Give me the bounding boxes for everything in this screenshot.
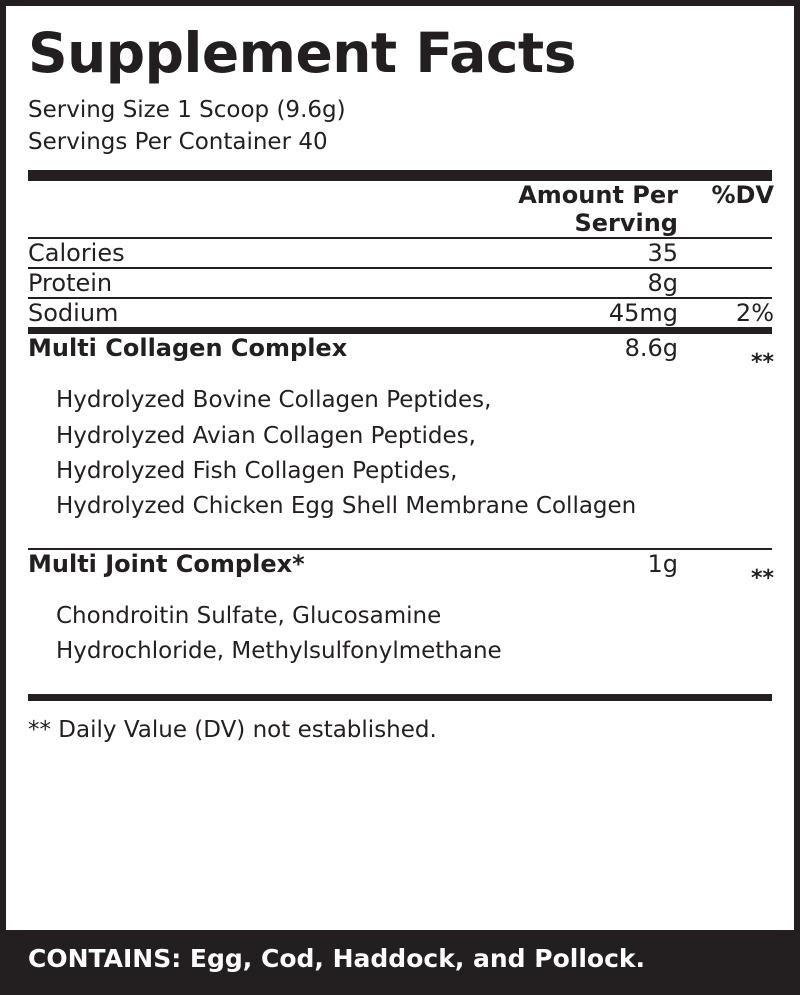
- header-blank: [28, 181, 468, 237]
- blend-amount: 8.6g: [624, 334, 678, 363]
- nutrient-amount: 8g: [647, 269, 678, 298]
- table-row: [28, 239, 774, 267]
- contains-label: CONTAINS:: [28, 944, 182, 973]
- blend-name: Multi Joint Complex*: [28, 550, 305, 579]
- blend-ingredients-joint: [28, 591, 772, 679]
- ingredient-line: Hydrolyzed Bovine Collagen Peptides,: [56, 387, 492, 414]
- header-amount-per-serving: Amount Per Serving: [518, 181, 678, 238]
- nutrient-dv: 2%: [735, 299, 774, 328]
- page-title: Supplement Facts: [28, 21, 576, 85]
- ingredient-line: Chondroitin Sulfate, Glucosamine: [56, 603, 442, 630]
- ingredient-line: Hydrolyzed Chicken Egg Shell Membrane Collagen: [56, 493, 637, 520]
- table-row: [28, 550, 774, 591]
- blend-ingredients-collagen: [28, 375, 772, 534]
- table-row: [28, 269, 774, 297]
- blend-dv: **: [750, 350, 774, 376]
- allergen-contains-bar: [0, 930, 800, 989]
- nutrient-name: Sodium: [28, 299, 119, 328]
- divider-med-blends: [28, 327, 772, 334]
- daily-value-footnote: ** Daily Value (DV) not established.: [28, 716, 437, 743]
- ingredient-line: Hydrolyzed Avian Collagen Peptides,: [56, 422, 476, 449]
- blend-row-joint: [28, 550, 774, 591]
- blend-dv: **: [750, 566, 774, 592]
- ingredient-line: Hydrolyzed Fish Collagen Peptides,: [56, 457, 458, 484]
- nutrient-rows: [28, 239, 774, 267]
- nutrient-dv: [678, 239, 774, 267]
- nutrient-name: Protein: [28, 269, 113, 298]
- panel-inner: [6, 6, 794, 743]
- nutrient-name: Calories: [28, 239, 125, 268]
- servings-per-container: Servings Per Container 40: [28, 128, 328, 155]
- nutrition-table: [28, 181, 774, 237]
- divider-thick-top: [28, 170, 772, 181]
- blend-name: Multi Collagen Complex: [28, 334, 348, 363]
- nutrient-rows-2: [28, 269, 774, 297]
- table-row: [28, 334, 774, 375]
- blend-amount: 1g: [647, 550, 678, 579]
- spacer: [28, 680, 772, 694]
- table-header-row: [28, 181, 774, 237]
- serving-size: Serving Size 1 Scoop (9.6g): [28, 97, 346, 123]
- header-percent-dv: %DV: [711, 181, 774, 210]
- nutrient-amount: 45mg: [608, 299, 678, 328]
- spacer: [28, 534, 772, 548]
- nutrient-dv: [678, 269, 774, 297]
- ingredient-line: Hydrochloride, Methylsulfonylmethane: [56, 638, 502, 665]
- contains-text: Egg, Cod, Haddock, and Pollock.: [181, 944, 646, 973]
- nutrient-rows-3: [28, 299, 774, 327]
- blend-row-collagen: [28, 334, 774, 375]
- nutrient-amount: 35: [647, 239, 678, 268]
- divider-med-footnote: [28, 694, 772, 701]
- table-row: [28, 299, 774, 327]
